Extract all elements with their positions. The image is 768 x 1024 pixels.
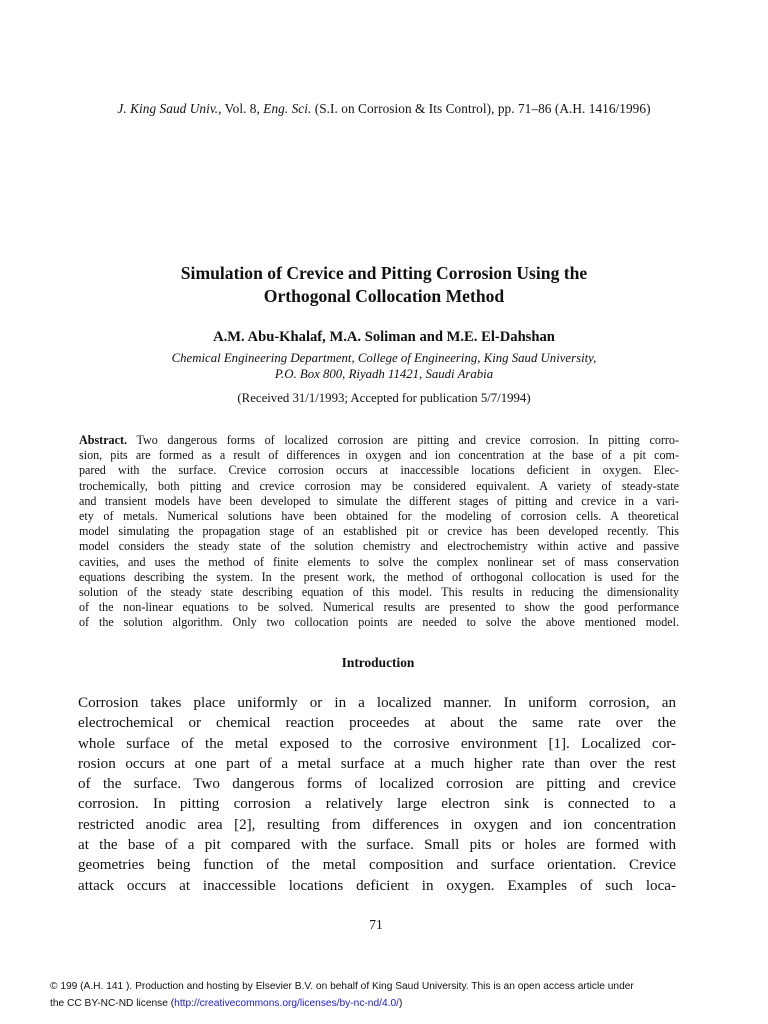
- journal-issue-info: (S.I. on Corrosion & Its Control), pp. 71–86 (A.H. 1416/1996): [311, 101, 651, 116]
- introduction-body: [78, 693, 676, 896]
- paper-title-line-1: Simulation of Crevice and Pitting Corrosion Using the: [180, 263, 588, 283]
- body-line: of the surface. Two dangerous forms of localized corrosion are pitting and crevice: [78, 776, 676, 793]
- abstract-line: cavities, and uses the method of finite elements to solve the complex nonlinear set of mass conservation: [79, 554, 679, 569]
- footer-line-1: © 199 (A.H. 141 ). Production and hosting by Elsevier B.V. on behalf of King Saud University. This is an open access article under: [50, 981, 634, 992]
- abstract: [79, 433, 679, 631]
- received-dates: (Received 31/1/1993; Accepted for publication 5/7/1994): [237, 391, 531, 405]
- abstract-line: trochemically, both pitting and crevice corrosion may be considered equivalent. A variety of steady-state: [79, 478, 679, 493]
- abstract-line: equations describing the system. In the present work, the method of orthogonal collocation is used for the: [79, 569, 679, 584]
- abstract-line: Abstract. Two dangerous forms of localized corrosion are pitting and crevice corrosion. In pitting corro-: [79, 433, 679, 447]
- affiliation-line-1: Chemical Engineering Department, College of Engineering, King Saud University,: [171, 351, 597, 365]
- body-line: whole surface of the metal exposed to the corrosive environment [1]. Localized cor-: [78, 735, 676, 752]
- body-line: at the base of a pit compared with the surface. Small pits or holes are formed with: [78, 837, 676, 854]
- affiliation-line-2: P.O. Box 800, Riyadh 11421, Saudi Arabia: [274, 367, 494, 381]
- body-line: restricted anodic area [2], resulting from differences in oxygen and ion concentration: [78, 816, 676, 833]
- abstract-line: ety of metals. Numerical solutions have been obtained for the modeling of corrosion cells. A theoretical: [79, 509, 679, 524]
- journal-volume: , Vol. 8,: [218, 101, 264, 116]
- authors: A.M. Abu-Khalaf, M.A. Soliman and M.E. El-Dahshan: [213, 329, 555, 345]
- footer-line-2: the CC BY-NC-ND license (http://creativecommons.org/licenses/by-nc-nd/4.0/): [50, 998, 403, 1009]
- running-head: [0, 101, 768, 117]
- abstract-line: model considers the steady state of the solution chemistry and electrochemistry within active and passive: [79, 539, 679, 554]
- abstract-line: pared with the surface. Crevice corrosion occurs at inaccessible locations deficient in oxygen. Elec-: [79, 463, 679, 478]
- body-line: electrochemical or chemical reaction proceedes at about the same rate over the: [78, 715, 676, 732]
- abstract-line: sion, pits are formed as a result of differences in oxygen and ion concentration at the base of a pit com-: [79, 448, 679, 463]
- body-line: rosion occurs at one part of a metal surface at a much higher rate than over the rest: [78, 755, 676, 772]
- affiliation: [0, 350, 768, 382]
- paper-title-line-2: Orthogonal Collocation Method: [263, 286, 505, 306]
- section-heading-introduction: Introduction: [341, 655, 415, 670]
- abstract-line: and transient models have been developed to simulate the different stages of pitting and crevice in a vari-: [79, 493, 679, 508]
- journal-name: J. King Saud Univ.: [117, 101, 219, 116]
- abstract-label: Abstract.: [79, 433, 128, 447]
- abstract-line: model simulating the propagation stage of an established pit or crevice has been developed recently. This: [79, 524, 679, 539]
- paper-title: [0, 262, 768, 308]
- abstract-line: of the solution algorithm. Only two collocation points are needed to solve the above mentioned model.: [79, 615, 679, 630]
- license-link[interactable]: http://creativecommons.org/licenses/by-nc-nd/4.0/: [174, 998, 399, 1009]
- journal-section: Eng. Sci.: [263, 101, 312, 116]
- body-line: Corrosion takes place uniformly or in a localized manner. In uniform corrosion, an: [78, 695, 676, 711]
- abstract-line: of the non-linear equations to be solved. Numerical results are presented to show the good performance: [79, 600, 679, 615]
- body-line: geometries being function of the metal composition and surface orientation. Crevice: [78, 857, 676, 874]
- body-line: attack occurs at inaccessible locations deficient in oxygen. Examples of such loca-: [78, 877, 676, 894]
- abstract-line: solution of the steady state describing equation of this model. This results in reducing the dimensionality: [79, 585, 679, 600]
- body-line: corrosion. In pitting corrosion a relatively large electron sink is connected to a: [78, 796, 676, 813]
- license-footer: [50, 978, 750, 1012]
- page-number: 71: [369, 917, 383, 932]
